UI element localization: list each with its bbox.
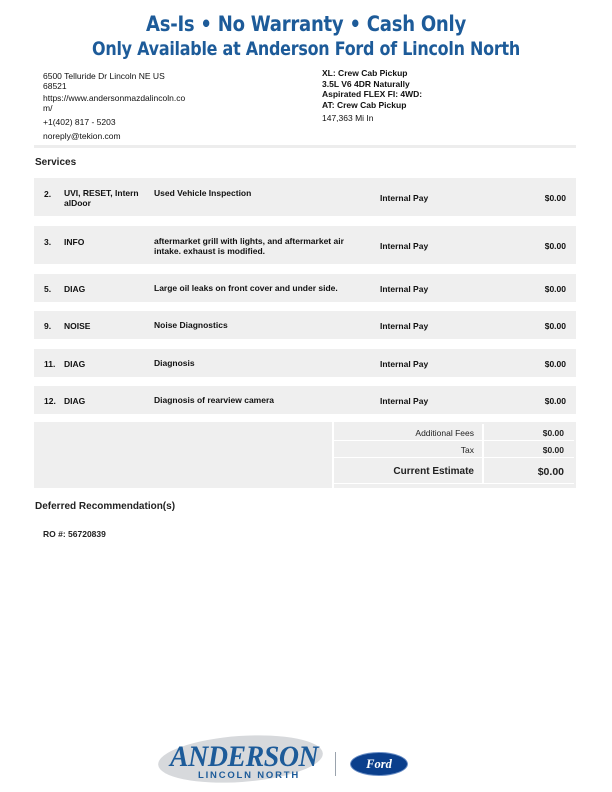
deferred-title: Deferred Recommendation(s) (35, 501, 176, 512)
tax-row (334, 441, 574, 458)
dealer-address: 6500 Telluride Dr Lincoln NE US 68521 (43, 71, 165, 91)
ro-number: 56720839 (68, 529, 106, 539)
vehicle-mileage: 147,363 Mi In (322, 113, 374, 123)
logo-subtitle: LINCOLN NORTH (198, 770, 301, 781)
service-description: aftermarket grill with lights, and aftermarket air intake. exhaust is modified. (154, 236, 344, 256)
service-pay-type: Internal Pay (380, 396, 429, 406)
dealer-website[interactable]: https://www.andersonmazdalincoln.com/ (43, 93, 186, 113)
service-amount: $0.00 (544, 321, 566, 331)
tax-label: Tax (460, 445, 474, 455)
service-row (34, 311, 576, 339)
service-pay-type: Internal Pay (380, 321, 429, 331)
header-divider (34, 145, 576, 148)
header-banner (0, 10, 612, 60)
service-description: Large oil leaks on front cover and under side. (154, 283, 338, 293)
vehicle-engine-1: 3.5L V6 4DR Naturally (322, 78, 410, 89)
banner-line-2: Only Available at Anderson Ford of Lincoln North (92, 38, 520, 60)
service-code: UVI, RESET, InternalDoor (64, 188, 139, 208)
vehicle-transmission: AT: Crew Cab Pickup (322, 99, 407, 110)
service-row (34, 349, 576, 377)
dealer-phone[interactable]: +1(402) 817 - 5203 (43, 117, 116, 127)
service-description: Noise Diagnostics (154, 320, 228, 330)
anderson-logo (158, 736, 328, 784)
service-code: NOISE (64, 321, 91, 331)
dealer-info (43, 71, 188, 141)
vehicle-engine-2: Aspirated FLEX FI: 4WD: (322, 89, 423, 99)
service-pay-type: Internal Pay (380, 193, 429, 203)
service-number: 2. (44, 189, 52, 199)
additional-fees-value: $0.00 (542, 428, 564, 438)
service-pay-type: Internal Pay (380, 241, 429, 251)
vehicle-trim: XL: Crew Cab Pickup (322, 68, 408, 78)
service-code: DIAG (64, 284, 86, 294)
service-number: 5. (44, 284, 52, 294)
service-code: DIAG (64, 396, 86, 406)
ro-number-line (43, 529, 106, 539)
ro-label: RO #: (43, 529, 66, 539)
totals-table (334, 424, 574, 484)
service-pay-type: Internal Pay (380, 284, 429, 294)
service-amount: $0.00 (544, 359, 566, 369)
service-description: Used Vehicle Inspection (154, 188, 252, 198)
banner-line-1: As-Is • No Warranty • Cash Only (145, 12, 466, 36)
logo-name: ANDERSON (170, 740, 319, 773)
service-number: 11. (44, 359, 56, 369)
service-amount: $0.00 (544, 284, 566, 294)
service-description: Diagnosis of rearview camera (154, 395, 275, 405)
service-row (34, 386, 576, 414)
service-row (34, 274, 576, 302)
service-number: 9. (44, 321, 52, 331)
ford-logo-text: Ford (366, 757, 392, 771)
current-estimate-row (334, 458, 574, 484)
tax-value: $0.00 (542, 445, 564, 455)
service-row (34, 178, 576, 216)
service-amount: $0.00 (544, 241, 566, 251)
service-row (34, 226, 576, 264)
vehicle-info (322, 68, 472, 124)
service-pay-type: Internal Pay (380, 359, 429, 369)
service-amount: $0.00 (544, 193, 566, 203)
service-code: DIAG (64, 359, 86, 369)
additional-fees-label: Additional Fees (415, 428, 474, 438)
service-number: 3. (44, 237, 52, 247)
ford-logo (350, 752, 408, 776)
services-title: Services (35, 157, 77, 168)
service-number: 12. (44, 396, 56, 406)
logo-divider (335, 752, 336, 776)
current-estimate-value: $0.00 (537, 466, 564, 478)
current-estimate-label: Current Estimate (393, 466, 474, 477)
dealer-email[interactable]: noreply@tekion.com (43, 131, 121, 141)
service-code: INFO (64, 237, 85, 247)
service-description: Diagnosis (154, 358, 195, 368)
service-amount: $0.00 (544, 396, 566, 406)
totals-panel (34, 422, 576, 488)
additional-fees-row (334, 424, 574, 441)
